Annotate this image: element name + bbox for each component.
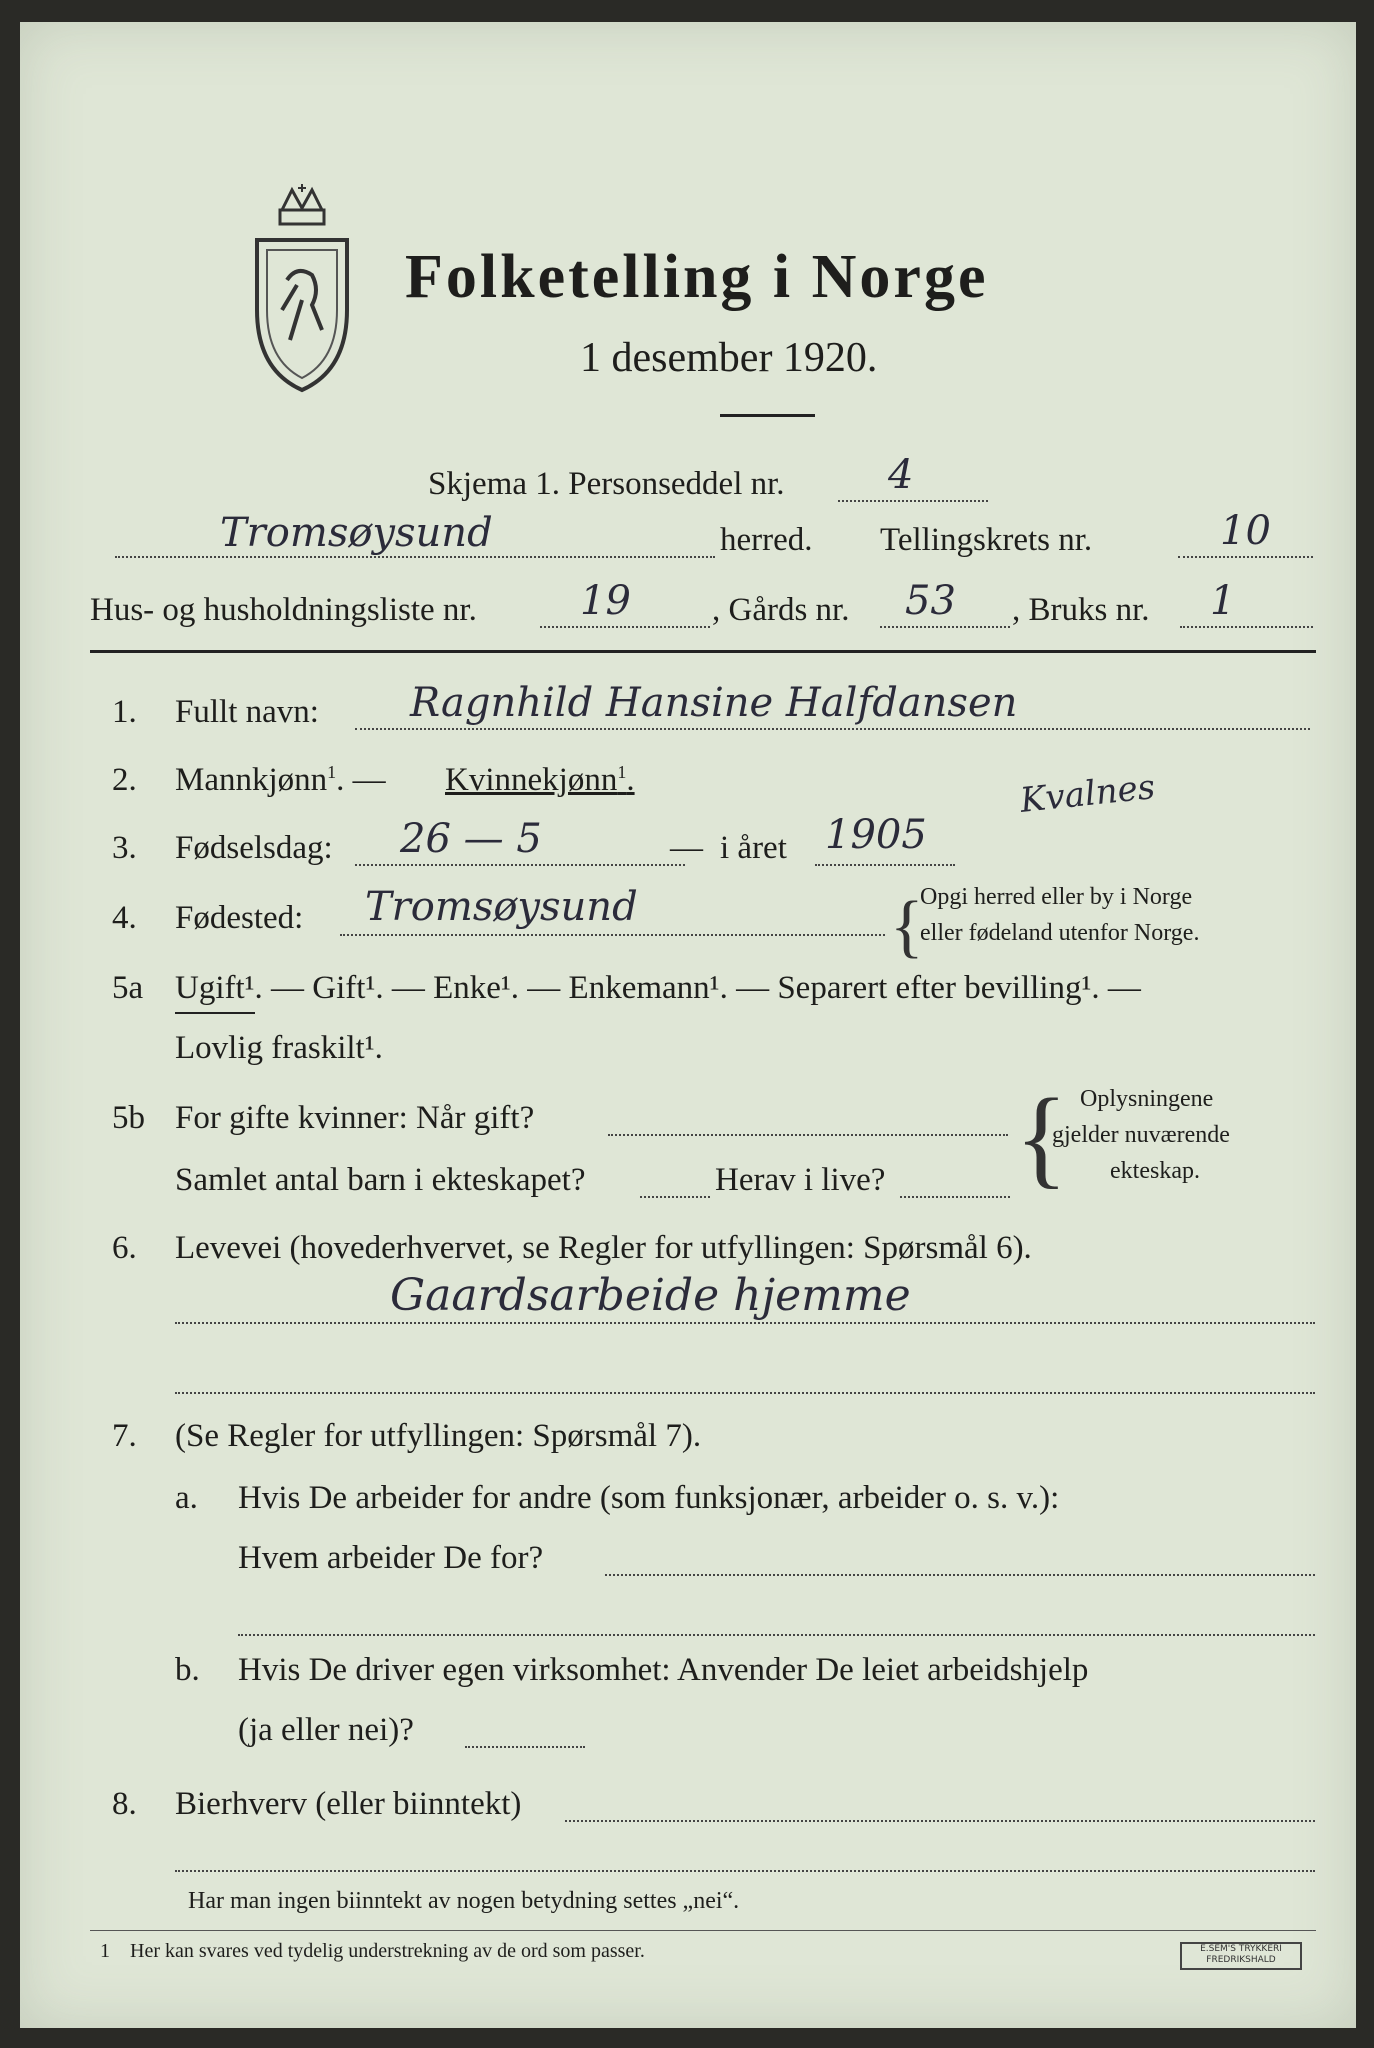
q7b-letter: b. xyxy=(175,1652,200,1688)
q5b-line-1 xyxy=(608,1134,1008,1136)
q2-option-male: Mannkjønn$^1$. — xyxy=(175,762,386,798)
q3-line xyxy=(355,864,685,866)
q1-label: Fullt navn: xyxy=(175,694,319,730)
q1-number: 1. xyxy=(112,694,137,730)
q5b-line-2 xyxy=(640,1196,710,1198)
q7b-text: Hvis De driver egen virksomhet: Anvender De leiet arbeidshjelp xyxy=(238,1652,1089,1688)
hus-value: 19 xyxy=(580,578,631,624)
q3-year-value: 1905 xyxy=(825,812,927,858)
bruks-value: 1 xyxy=(1210,578,1236,624)
q4-label: Fødested: xyxy=(175,900,304,936)
q3-year-line xyxy=(815,864,955,866)
q7a-line-1 xyxy=(605,1574,1315,1576)
q8-number: 8. xyxy=(112,1786,137,1822)
q7a-text: Hvis De arbeider for andre (som funksjonær, arbeider o. s. v.): xyxy=(238,1480,1060,1516)
q5b-note-1: Oplysningene xyxy=(1080,1086,1214,1112)
q5b-number: 5b xyxy=(112,1100,145,1136)
q1-line xyxy=(355,728,1310,730)
q5b-note-2: gjelder nuværende xyxy=(1052,1122,1230,1148)
footnote-rule xyxy=(90,1930,1316,1931)
q5a-options: Ugift¹. — Gift¹. — Enke¹. — Enkemann¹. — Separert efter bevilling¹. — xyxy=(175,970,1141,1006)
q2-option-female: Kvinnekjønn$^1$. xyxy=(445,762,635,798)
printer-stamp xyxy=(1180,1942,1302,1970)
q8-line-1 xyxy=(565,1820,1315,1822)
bruks-line xyxy=(1180,626,1313,628)
note-nei: Har man ingen biinntekt av nogen betydning settes „nei“. xyxy=(188,1888,740,1914)
q5b-label-2: Samlet antal barn i ekteskapet? xyxy=(175,1162,586,1198)
q7b-text-2: (ja eller nei)? xyxy=(238,1712,414,1748)
q3-label: Fødselsdag: xyxy=(175,830,333,866)
q1-value: Ragnhild Hansine Halfdansen xyxy=(410,680,1018,726)
q7a-line-2 xyxy=(238,1634,1315,1636)
q6-value: Gaardsarbeide hjemme xyxy=(390,1270,911,1321)
q4-brace: { xyxy=(890,888,924,965)
header-rule xyxy=(90,650,1316,653)
q7-number: 7. xyxy=(112,1418,137,1454)
q4-note-2: eller fødeland utenfor Norge. xyxy=(920,920,1200,946)
q8-label: Bierhverv (eller biinntekt) xyxy=(175,1786,522,1822)
q3-dash: — xyxy=(670,830,703,866)
herred-label: herred. xyxy=(720,522,813,558)
form-title: Folketelling i Norge xyxy=(405,243,989,311)
q7a-letter: a. xyxy=(175,1480,198,1516)
form-date: 1 desember 1920. xyxy=(580,335,878,381)
herred-line xyxy=(115,556,715,558)
skjema-nr: 4 xyxy=(888,452,914,498)
printer-stamp-line-2: FREDRIKSHALD xyxy=(1206,1955,1276,1965)
q5b-line-3 xyxy=(900,1196,1010,1198)
ugift-underline xyxy=(175,1012,255,1014)
q6-number: 6. xyxy=(112,1230,137,1266)
herred-value: Tromsøysund xyxy=(220,510,493,556)
q6-label: Levevei (hovederhvervet, se Regler for utfyllingen: Spørsmål 6). xyxy=(175,1230,1032,1266)
title-divider xyxy=(720,414,815,417)
krets-line xyxy=(1178,556,1313,558)
hus-label: Hus- og husholdningsliste nr. xyxy=(90,592,477,628)
footnote-number: 1 xyxy=(100,1940,110,1962)
skjema-line xyxy=(838,500,988,502)
census-form xyxy=(20,22,1356,2028)
q3-number: 3. xyxy=(112,830,137,866)
q5a-number: 5a xyxy=(112,970,144,1006)
q8-line-2 xyxy=(175,1870,1315,1872)
hus-line xyxy=(540,626,710,628)
gards-label: , Gårds nr. xyxy=(712,592,850,628)
krets-value: 10 xyxy=(1220,508,1271,554)
q7-label: (Se Regler for utfyllingen: Spørsmål 7). xyxy=(175,1418,702,1454)
q5b-note-3: ekteskap. xyxy=(1110,1158,1200,1184)
krets-label: Tellingskrets nr. xyxy=(880,522,1093,558)
q3-value: 26 — 5 xyxy=(400,816,542,862)
q7a-text-2: Hvem arbeider De for? xyxy=(238,1540,544,1576)
q4-note-1: Opgi herred eller by i Norge xyxy=(920,884,1193,910)
q1-value-extra: Kvalnes xyxy=(1018,767,1157,821)
q6-line-2 xyxy=(175,1392,1315,1394)
q5b-label-3: Herav i live? xyxy=(715,1162,886,1198)
bruks-label: , Bruks nr. xyxy=(1012,592,1150,628)
skjema-label: Skjema 1. Personseddel nr. xyxy=(428,466,785,502)
footnote-text: Her kan svares ved tydelig understrekning av de ord som passer. xyxy=(130,1940,645,1962)
gards-value: 53 xyxy=(905,578,956,624)
q4-number: 4. xyxy=(112,900,137,936)
q5b-brace: { xyxy=(1015,1076,1068,1198)
q4-line xyxy=(340,934,885,936)
gards-line xyxy=(880,626,1010,628)
q4-value: Tromsøysund xyxy=(365,884,638,930)
printer-stamp-line-1: E.SEM'S TRYKKERI xyxy=(1200,1944,1282,1954)
q3-year-label: i året xyxy=(720,830,787,866)
q6-line-1 xyxy=(175,1322,1315,1324)
q2-number: 2. xyxy=(112,762,137,798)
q7b-line xyxy=(465,1746,585,1748)
q5a-options-2: Lovlig fraskilt¹. xyxy=(175,1030,383,1066)
q5b-label-1: For gifte kvinner: Når gift? xyxy=(175,1100,535,1136)
coat-of-arms-icon xyxy=(242,180,362,400)
